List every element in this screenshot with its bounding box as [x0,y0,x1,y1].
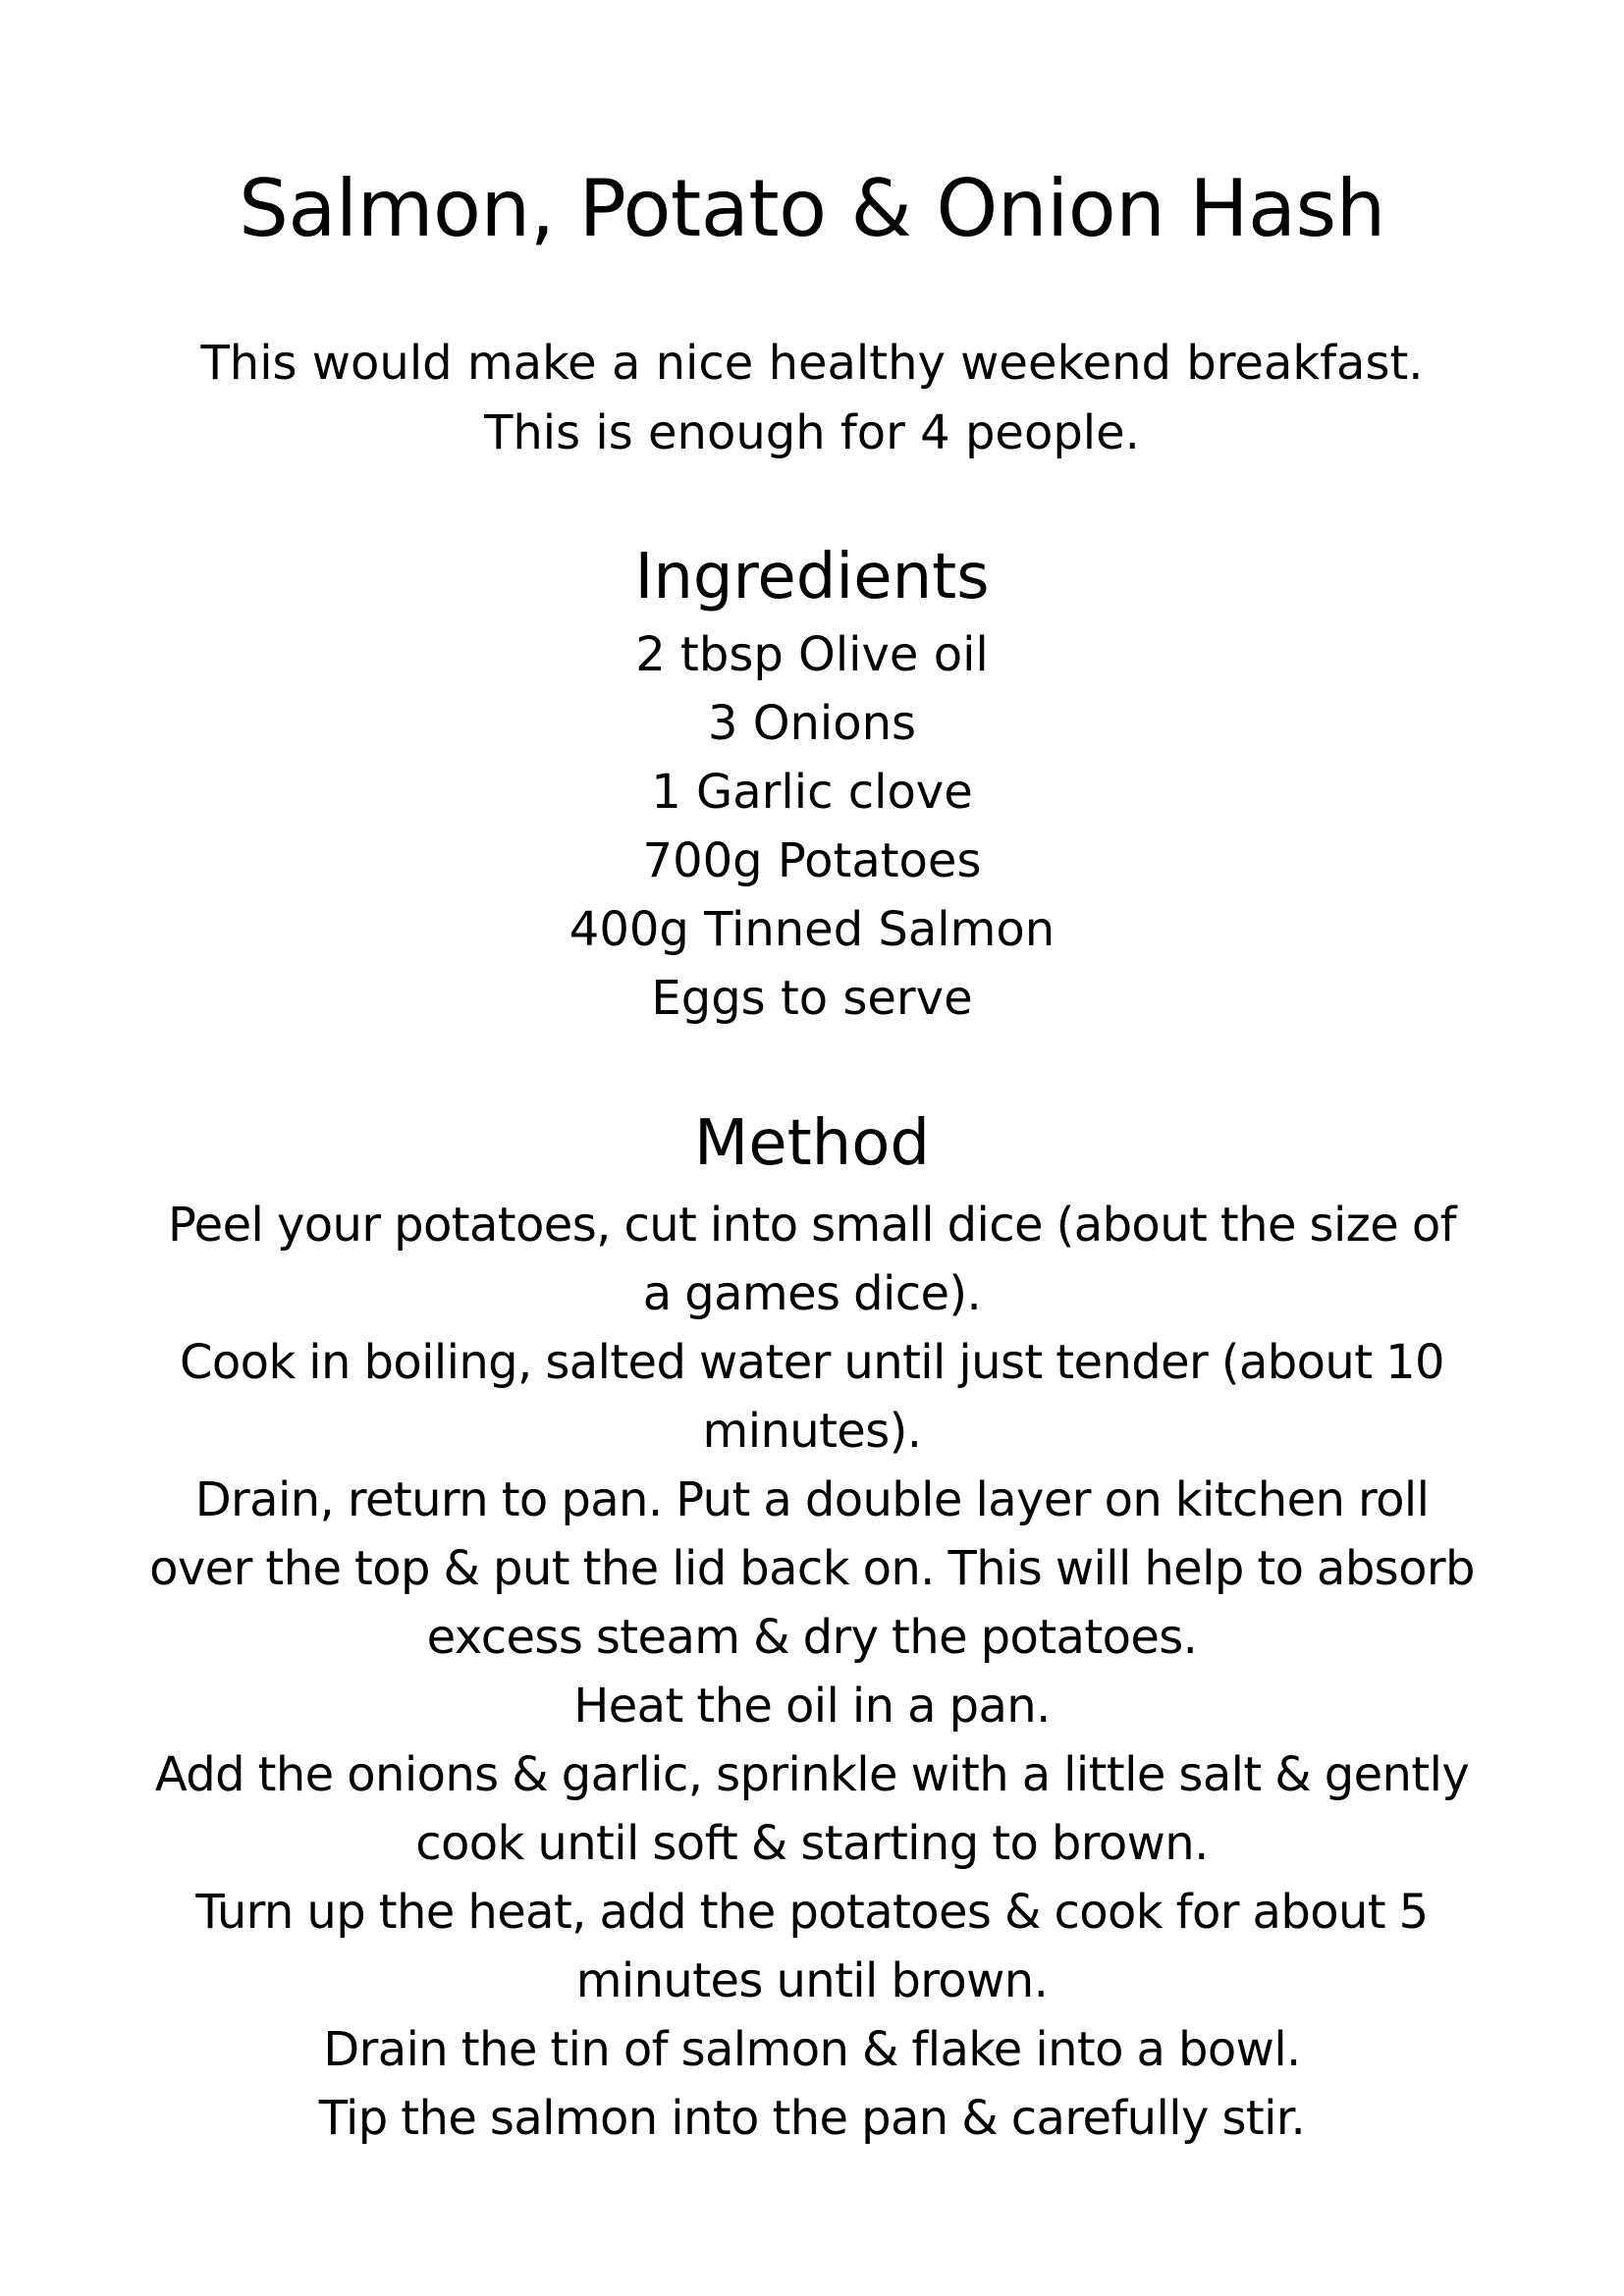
method-step: Drain, return to pan. Put a double layer on kitchen roll over the top & put the lid back on. This will help to absorb excess steam & dry the potatoes. [149,1472,1475,1665]
method-step: Turn up the heat, add the potatoes & cook for about 5 minutes until brown. [195,1885,1429,2008]
method-step: Add the onions & garlic, sprinkle with a little salt & gently cook until soft & starting to brown. [154,1747,1470,1871]
method-step: Tip the salmon into the pan & carefully stir. [318,2091,1306,2146]
method-steps [147,1191,1477,2153]
method-step: Heat the oil in a pan. [573,1679,1051,1734]
ingredient-item: 400g Tinned Salmon [568,902,1056,957]
recipe-intro [0,329,1624,468]
ingredient-item: 1 Garlic clove [651,765,973,820]
method-step: Cook in boiling, salted water until just tender (about 10 minutes). [180,1335,1444,1459]
ingredient-item: 2 tbsp Olive oil [635,627,989,682]
ingredients-list [0,620,1624,1033]
intro-line: This would make a nice healthy weekend breakfast. [200,336,1424,391]
ingredient-item: 700g Potatoes [642,833,982,888]
method-heading: Method [693,1107,931,1180]
method-step: Peel your potatoes, cut into small dice (about the size of a games dice). [168,1198,1456,1321]
ingredient-item: 3 Onions [707,696,917,751]
ingredient-item: Eggs to serve [651,971,973,1026]
method-step: Drain the tin of salmon & flake into a bowl. [323,2022,1301,2077]
intro-line: This is enough for 4 people. [484,405,1140,460]
ingredients-heading: Ingredients [634,541,990,614]
recipe-title: Salmon, Potato & Onion Hash [239,163,1385,254]
